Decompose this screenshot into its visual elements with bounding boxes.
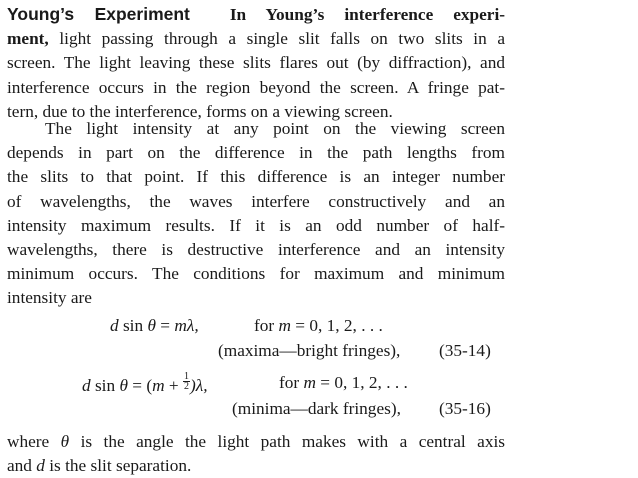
- variable-d: d: [82, 376, 91, 395]
- text-line: [7, 2, 505, 27]
- eq-text: sin: [118, 316, 148, 335]
- equation-minima-description: (minima—dark fringes),: [232, 399, 401, 418]
- fraction-numerator: 1: [183, 371, 189, 382]
- paragraph-intensity: [7, 117, 505, 311]
- variable-m: m: [278, 316, 291, 335]
- text-fragment: where: [7, 432, 61, 451]
- text-fragment: is the slit separation.: [44, 456, 192, 476]
- text-line: interference occurs in the region beyond the screen. A fringe pat-: [7, 77, 505, 97]
- text-line: [7, 454, 505, 478]
- text-line: screen. The light leaving these slits flares out (by diffraction), and: [7, 53, 505, 73]
- text-line: depends in part on the difference in the path lengths from: [7, 143, 505, 163]
- paragraph-youngs-experiment: [7, 2, 505, 124]
- text-line: wavelengths, there is destructive interference and an intensity: [7, 240, 505, 260]
- eq-text: = 0, 1, 2, . . .: [315, 373, 408, 392]
- variable-m: m: [152, 376, 165, 395]
- variable-theta: θ: [147, 316, 156, 335]
- bold-lead-text: In Young’s interference experi-: [229, 5, 506, 24]
- text-line: tern, due to the interference, forms on a viewing screen.: [7, 101, 393, 121]
- eq-text: =: [155, 316, 175, 335]
- text-fragment: light passing through a single slit falls on two slits in a: [48, 29, 505, 49]
- equation-maxima-description: (maxima—bright fringes),: [218, 341, 401, 360]
- text-line: intensity maximum results. If it is an odd number of half-: [7, 215, 505, 235]
- text-line: [7, 430, 505, 454]
- fraction-one-half: [183, 372, 190, 391]
- variable-d: d: [36, 456, 45, 476]
- text-fragment: and: [7, 456, 37, 476]
- equation-number: (35-14): [439, 341, 491, 360]
- variable-theta: θ: [119, 376, 128, 395]
- text-line: [7, 27, 505, 51]
- variable-m: m: [303, 373, 316, 392]
- equation-maxima: [110, 315, 199, 337]
- text-line: intensity are: [7, 288, 92, 308]
- eq-text: = 0, 1, 2, . . .: [290, 316, 383, 335]
- equation-number: (35-16): [439, 399, 491, 418]
- text-fragment: is the angle the light path makes with a central axis: [69, 432, 505, 451]
- section-heading: Young’s Experiment: [7, 4, 190, 24]
- text-line: minimum occurs. The conditions for maximum and minimum: [7, 264, 505, 284]
- eq-text: for: [279, 373, 304, 392]
- eq-text: = (: [127, 376, 153, 395]
- equation-maxima-condition: [254, 315, 383, 337]
- variable-d: d: [110, 316, 119, 335]
- eq-text: for: [254, 316, 279, 335]
- text-line: of wavelengths, the waves interfere constructively and an: [7, 191, 505, 211]
- text-line: the slits to that point. If this difference is an integer number: [7, 167, 505, 187]
- variable-theta: θ: [60, 432, 70, 451]
- eq-text: )λ,: [189, 376, 208, 395]
- equation-minima: [82, 372, 208, 397]
- paragraph-definitions: [7, 430, 505, 478]
- text-line: The light intensity at any point on the viewing screen: [45, 119, 505, 138]
- eq-text: sin: [90, 376, 120, 395]
- variable-lambda: λ,: [186, 316, 199, 335]
- eq-text: +: [164, 376, 183, 395]
- bold-lead-text: ment,: [7, 29, 49, 49]
- fraction-denominator: 2: [183, 381, 189, 392]
- equation-minima-condition: [279, 372, 408, 394]
- variable-m: m: [174, 316, 187, 335]
